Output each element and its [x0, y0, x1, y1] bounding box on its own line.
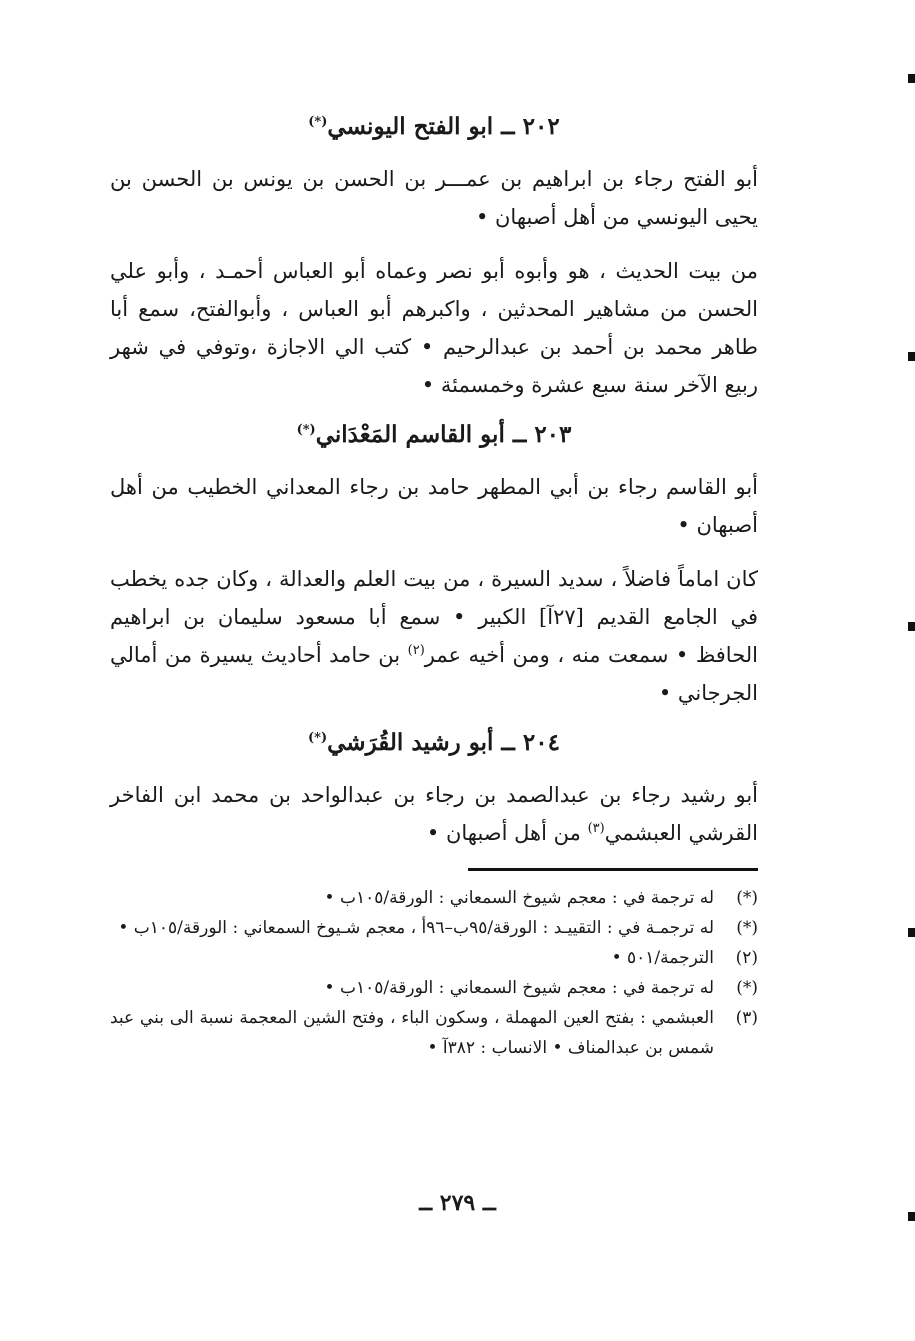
footnote-mark: (*): [736, 917, 758, 938]
footnote: [110, 943, 758, 973]
paragraph: [110, 776, 758, 852]
footnote-text: الترجمة/٥٠١ •: [611, 947, 714, 968]
footnote-mark: (*): [736, 977, 758, 998]
entry-202: [110, 112, 758, 404]
footnote-ref: (*): [308, 730, 328, 746]
entry-title: [110, 420, 758, 450]
footnote-text: له ترجمـة في : التقييـد : الورقة/٩٥ب–٩٦أ ، معجم شـيوخ السمعاني : الورقة/١٠٥ب •: [118, 917, 714, 938]
entry-title: [110, 728, 758, 758]
footnote-mark: (*): [736, 887, 758, 908]
paragraph-text: بن حامد أحاديث يسيرة من أمالي الجرجاني •: [110, 642, 758, 705]
paragraph-text: أبو رشيد رجاء بن عبدالصمد بن رجاء بن عبدالواحد بن محمد ابن الفاخر القرشي العبشمي: [110, 782, 758, 845]
entry-204: [110, 728, 758, 852]
footnote: [110, 913, 758, 943]
paragraph-text: كان اماماً فاضلاً ، سديد السيرة ، من بيت العلم والعدالة ، وكان جده يخطب في الجامع القديم [٢٧آ] الكبير • سمع أبا مسعود سليمان بن ابراهيم الحافظ • سمعت منه ، ومن أخيه عمر: [110, 566, 758, 667]
footnote-ref: (*): [296, 422, 316, 438]
entry-title-text: ٢٠٢ ــ ابو الفتح اليونسي: [327, 113, 560, 140]
footnote-ref: (*): [308, 114, 328, 130]
entry-title-text: ٢٠٤ ــ أبو رشيد القُرَشي: [327, 728, 560, 756]
paragraph: من بيت الحديث ، هو وأبوه أبو نصر وعماه أبو العباس أحمـد ، وأبو علي الحسن من مشاهير المحدثين ، واكبرهم أبو العباس ، وأبوالفتح، سمع أبا طاهر محمد بن أحمد بن عبدالرحيم • كتب الي الاجازة ،وتوفي في شهر ربيع الآخر سنة سبع عشرة وخمسمئة •: [110, 258, 758, 397]
footnote-text: له ترجمة في : معجم شيوخ السمعاني : الورقة/١٠٥ب •: [324, 977, 714, 998]
paragraph: أبو الفتح رجاء بن ابراهيم بن عمـــر بن الحسن بن يونس بن الحسن بن يحيى اليونسي من أهل أصبهان •: [110, 166, 758, 229]
paragraph: [110, 560, 758, 712]
paragraph: أبو القاسم رجاء بن أبي المطهر حامد بن رجاء المعداني الخطيب من أهل أصبهان •: [110, 474, 758, 537]
footnote-text: العبشمي : بفتح العين المهملة ، وسكون الباء ، وفتح الشين المعجمة نسبة الى بني عبد شمس بن عبدالمناف • الانساب : ٣٨٢آ •: [110, 1007, 714, 1058]
footnote: [110, 883, 758, 913]
scan-edge-mark: [908, 1212, 915, 1221]
page-body: [110, 112, 758, 1063]
footnote-ref: (٣): [587, 820, 605, 836]
footnote-mark: (٢): [735, 947, 758, 968]
scan-edge-mark: [908, 352, 915, 361]
footnote: [110, 1003, 758, 1063]
entry-203: [110, 420, 758, 712]
footnote-divider: [468, 868, 758, 871]
scan-edge-mark: [908, 622, 915, 631]
footnote-ref: (٢): [407, 642, 425, 658]
page-number: ــ ٢٧٩ ــ: [419, 1190, 496, 1216]
scan-edge-mark: [908, 74, 915, 83]
footnote: [110, 973, 758, 1003]
footnote-text: له ترجمة في : معجم شيوخ السمعاني : الورقة/١٠٥ب •: [324, 887, 714, 908]
footnote-mark: (٣): [735, 1007, 758, 1028]
paragraph-text: من أهل أصبهان •: [426, 820, 581, 845]
scan-edge-mark: [908, 928, 915, 937]
entry-title: [110, 112, 758, 142]
footnotes: [110, 883, 758, 1063]
entry-title-text: ٢٠٣ ــ أبو القاسم المَعْدَاني: [315, 420, 572, 448]
